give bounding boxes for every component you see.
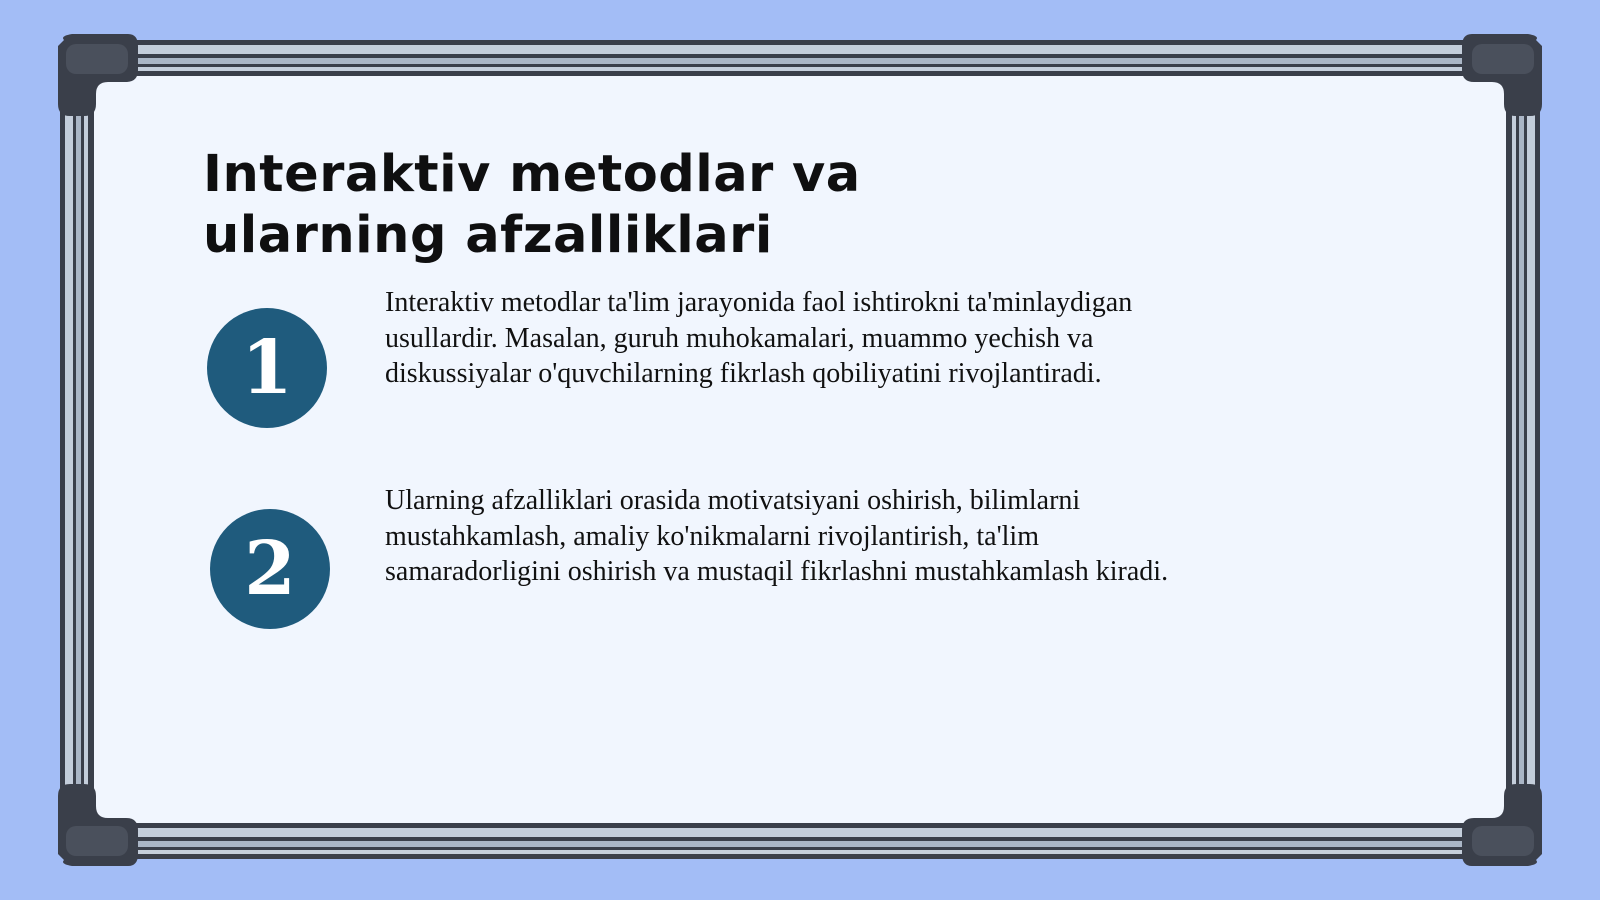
number-badge-2: 2 bbox=[210, 509, 330, 629]
item-text-2: Ularning afzalliklari orasida motivatsiyani oshirish, bilimlarni mustahkamlash, amaliy ko'nikmalarni rivojlantirish, ta'lim samaradorligini oshirish va mustaqil fikrlashni mustahkamlash kiradi. bbox=[385, 485, 1169, 587]
item-text-1: Interaktiv metodlar ta'lim jarayonida faol ishtirokni ta'minlaydigan usullardir. Masalan, guruh muhokamalari, muammo yechish va diskussiyalar o'quvchilarning fikrlash qobiliyatini rivojlantiradi. bbox=[385, 287, 1133, 389]
slide-title: Interaktiv metodlar va ularning afzalliklari bbox=[203, 145, 861, 265]
number-badge-1: 1 bbox=[207, 308, 327, 428]
